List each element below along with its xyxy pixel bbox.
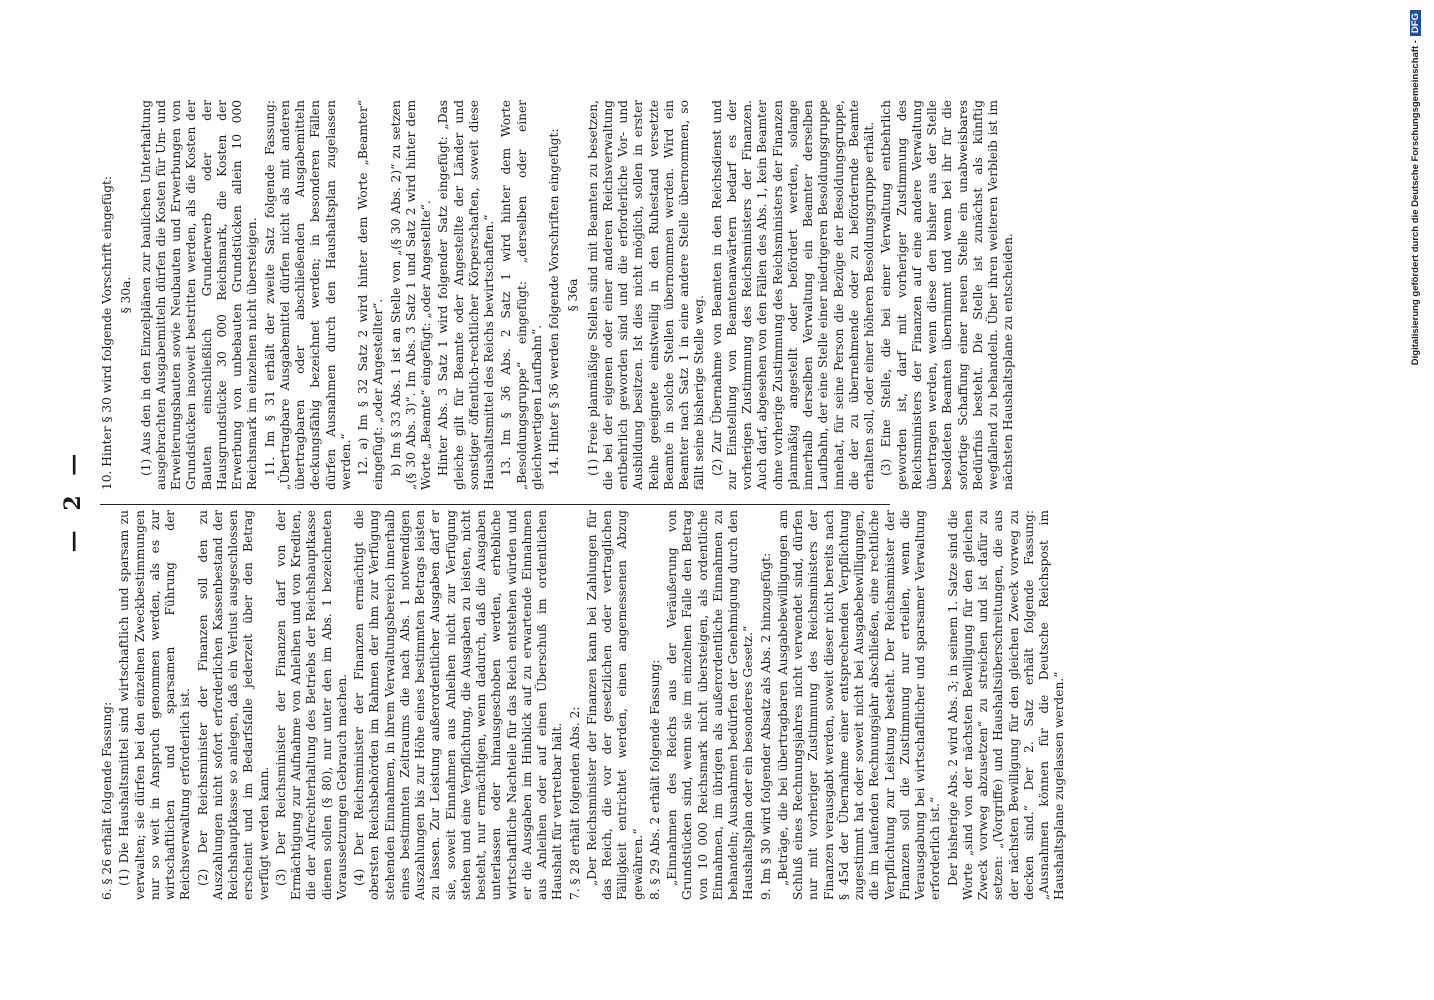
paragraph: 7. § 28 erhält folgenden Abs. 2: — [567, 706, 582, 900]
paragraph: 12. a) Im § 32 Satz 2 wird hinter dem Worte „Beamter“ eingefügt: „oder Angestellter“. — [356, 100, 386, 490]
section-heading: § 36a — [566, 278, 581, 312]
paragraph: 6. § 26 erhält folgende Fassung: — [100, 701, 114, 900]
page-number: — 2 — — [60, 447, 86, 553]
left-text-column — [100, 510, 1070, 900]
paragraph: „Einnahmen des Reichs aus der Veräußerung von Grundstücken sind, wenn sie im einzelnen Falle den Betrag von 10 000 Reichsmark nicht übersteigen, als ordentliche Einnahmen, im übrigen als außerordentliche Einnahmen zu behandeln; Ausnahmen bedürfen der Genehmigung durch den Haushaltsplan oder ein besonderes Gesetz.“ — [665, 510, 756, 900]
paragraph: (3) Der Reichsminister der Finanzen darf von der Ermächtigung zur Aufnahme von Anleihen und von Krediten, die der Aufrechterhaltung des Betriebs der Reichshauptkasse dienen sollen (§ 80), nur unter den im Abs. 1 bezeichneten Voraussetzungen Gebrauch machen. — [273, 510, 349, 900]
paragraph: „Der Reichsminister der Finanzen kann bei Zahlungen für das Reich, die vor der gesetzlichen oder vertraglichen Fälligkeit entrichtet werden, einen angemessenen Abzug gewähren.“ — [584, 510, 645, 900]
paragraph: (4) Der Reichsminister der Finanzen ermächtigt die obersten Reichsbehörden im Rahmen der ihm zur Verfügung stehenden Einnahmen, in ihrem Verwaltungsbereich innerhalb eines bestimmten Zeitraums die nach Abs. 1 notwendigen Auszahlungen bis zur Höhe eines bestimmten Betrags leisten zu lassen. Zur Leistung außerordentlicher Ausgaben darf er sie, soweit Einnahmen aus Anleihen nicht zur Verfügung stehen und eine Verpflichtung, die Ausgaben zu leisten, nicht besteht, nur ermächtigen, wenn dadurch, daß die Ausgaben unterlassen oder hinausgeschoben werden, erhebliche wirtschaftliche Nachteile für das Reich entstehen würden und er die Ausgaben im Hinblick auf zu erwartende Einnahmen aus Anleihen oder auf einen Überschuß im ordentlichen Haushalt für vertretbar hält. — [352, 510, 565, 900]
paragraph: (1) Freie planmäßige Stellen sind mit Beamten zu besetzen, die bei der eigenen oder einer anderen Reichsverwaltung entbehrlich geworden sind und die erforderliche Vor- und Ausbildung besitzen. Ist dies nicht möglich, sollen in erster Reihe geeignete einstweilig in den Ruhestand versetzte Beamte in solche Stellen übernommen werden. Wird ein Beamter nach Satz 1 in eine andere Stelle übernommen, so fällt seine bisherige Stelle weg. — [585, 100, 707, 490]
section-heading: § 30a. — [119, 276, 134, 314]
paragraph: 13. Im § 36 Abs. 2 Satz 1 wird hinter dem Worte „Besoldungsgruppe“ eingefügt: „derselben oder einer gleichwertigen Laufbahn“. — [499, 100, 544, 490]
paragraph: (1) Die Haushaltsmittel sind wirtschaftlich und sparsam zu verwalten; sie dürfen bei den einzelnen Zweckbestimmungen nur so weit in Anspruch genommen werden, als es zur wirtschaftlichen und sparsamen Führung der Reichsverwaltung erforderlich ist. — [117, 510, 193, 900]
footer-text-wrap — [1410, 10, 1421, 990]
paragraph: (1) Aus den in den Einzelplänen zur baulichen Unterhaltung ausgebrachten Ausgabemitteln dürfen die Kosten für Um- und Erweiterungsbauten sowie Neubauten und Erwerbungen von Grundstücken insoweit bestritten werden, als die Kosten der Bauten einschließlich Grunderwerb oder der Hausgrundstücke 30 000 Reichsmark, die Kosten der Erwerbung von unbebauten Grundstücken allein 10 000 Reichsmark im einzelnen nicht übersteigen. — [138, 100, 260, 490]
paragraph: „Beträge, die bei übertragbaren Ausgabebewilligungen am Schluß eines Rechnungsjahres nicht verwendet sind, dürfen nur mit vorheriger Zustimmung des Reichsministers der Finanzen verausgabt werden, soweit dieser nicht bereits nach § 45d der Übernahme einer entsprechenden Verpflichtung zugestimmt hat oder soweit nicht bei Ausgabebewilligungen, die im laufenden Rechnungsjahr abschließen, eine rechtliche Verpflichtung zur Leistung besteht. Der Reichsminister der Finanzen soll die Zustimmung nur erteilen, wenn die Verausgabung bei wirtschaftlicher und sparsamer Verwaltung erforderlich ist.“ — [775, 510, 943, 900]
paragraph: (2) Der Reichsminister der Finanzen soll den zu Auszahlungen nicht sofort erforderlichen Kassenbestand der Reichshauptkasse so anlegen, daß ein Verlust ausgeschlossen erscheint und im Bedarfsfalle jederzeit über den Betrag verfügt werden kann. — [195, 510, 271, 900]
paragraph: 9. Im § 30 wird folgender Absatz als Abs. 2 hinzugefügt: — [758, 552, 773, 900]
digitization-footer — [1410, 10, 1428, 990]
paragraph: Der bisherige Abs. 2 wird Abs. 3; in seinem 1. Satze sind die Worte „sind von der nächsten Bewilligung für den gleichen Zweck vorweg abzusetzen“ zu streichen und ist dafür zu setzen: „(Vorgriffe) und Haushaltsüberschreitungen, die aus der nächsten Bewilligung für den gleichen Zweck vorweg zu decken sind.“ Der 2. Satz erhält folgende Fassung: „Ausnahmen können für die Deutsche Reichspost im Haushaltsplane zugelassen werden.“ — [945, 510, 1067, 900]
footer-text: Digitalisierung gefördert durch die Deutsche Forschungsgemeinschaft - — [1410, 40, 1421, 366]
paragraph: 14. Hinter § 36 werden folgende Vorschriften eingefügt: — [547, 128, 561, 476]
paragraph: Hinter Abs. 3 Satz 1 wird folgender Satz eingefügt: „Das gleiche gilt für Beamte oder Angestellte der Länder und sonstiger öffentlich-rechtlicher Körperschaften, soweit diese Haushaltsmittel des Reichs bewirtschaften.“ — [436, 100, 496, 490]
paragraph: b) Im § 33 Abs. 1 ist an Stelle von „(§ 30 Abs. 2)“ zu setzen „(§ 30 Abs. 3)“. Im Abs. 3 Satz 1 und Satz 2 wird hinter dem Worte „Beamte“ eingefügt: „oder Angestellte“. — [388, 100, 433, 490]
paragraph: 8. § 29 Abs. 2 erhält folgende Fassung: — [647, 659, 662, 900]
right-text-column — [100, 100, 1019, 490]
paragraph: 10. Hinter § 30 wird folgende Vorschrift eingefügt: — [100, 175, 114, 490]
paragraph: (3) Eine Stelle, die bei einer Verwaltung entbehrlich geworden ist, darf mit vorheriger Zustimmung des Reichsministers der Finanzen auf eine andere Verwaltung übertragen werden, wenn diese den bisher aus der Stelle besoldeten Beamten übernimmt und wenn bei ihr für die sofortige Schaffung einer neuen Stelle ein unabweisbares Bedürfnis besteht. Die Stelle ist zunächst als künftig wegfallend zu behandeln. Über ihren weiteren Verbleib ist im nächsten Haushaltsplane zu entscheiden. — [879, 100, 1016, 490]
paragraph: (2) Zur Übernahme von Beamten in den Reichsdienst und zur Einstellung von Beamtenanwärtern bedarf es der vorherigen Zustimmung des Reichsministers der Finanzen. Auch darf, abgesehen von den Fällen des Abs. 1, kein Beamter ohne vorherige Zustimmung des Reichsministers der Finanzen planmäßig angestellt oder befördert werden, solange innerhalb derselben Verwaltung ein Beamter derselben Laufbahn, der eine Stelle einer niedrigeren Besoldungsgruppe innehat, für seine Person die Bezüge der Besoldungsgruppe, die der zu übernehmende oder zu befördernde Beamte erhalten soll, oder einer höheren Besoldungsgruppe erhält. — [709, 100, 876, 490]
paragraph: 11. Im § 31 erhält der zweite Satz folgende Fassung: „Übertragbare Ausgabemittel dürfen nicht als mit anderen übertragbaren oder abschließenden Ausgabemitteln deckungsfähig bezeichnet werden; in besonderen Fällen dürfen Ausnahmen durch den Haushaltsplan zugelassen werden.“ — [262, 100, 353, 490]
dfg-badge: DFG — [1410, 10, 1421, 36]
column-divider — [100, 504, 890, 505]
